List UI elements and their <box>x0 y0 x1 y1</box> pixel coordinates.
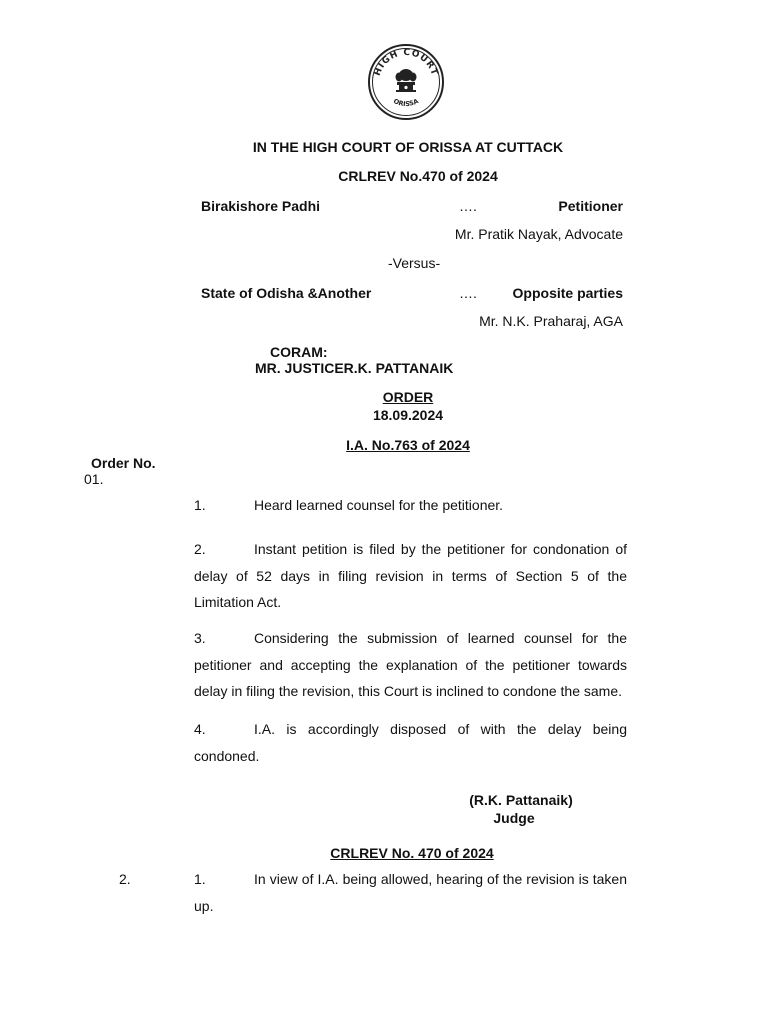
paragraph-number: 2. <box>194 541 206 557</box>
coram-judge: MR. JUSTICER.K. PATTANAIK <box>255 360 454 376</box>
opposite-party-counsel: Mr. N.K. Praharaj, AGA <box>479 313 623 329</box>
order-no-label: Order No. <box>91 455 156 471</box>
paragraph-number: 4. <box>194 721 206 737</box>
order-title: ORDER <box>382 389 434 405</box>
coram-label: CORAM: <box>270 344 328 360</box>
court-title: IN THE HIGH COURT OF ORISSA AT CUTTACK <box>252 139 564 155</box>
seal-top-text: HIGH COURT <box>372 47 440 78</box>
petitioner-dots: …. <box>459 198 477 214</box>
seal-bottom-text: ORISSA <box>392 97 420 109</box>
order-date: 18.09.2024 <box>372 407 444 423</box>
svg-text:ORISSA <box>392 97 420 108</box>
revision-paragraph-1 <box>194 866 627 919</box>
revision-heading: CRLREV No. 470 of 2024 <box>330 845 494 861</box>
petitioner-counsel: Mr. Pratik Nayak, Advocate <box>454 226 623 242</box>
opposite-party-role: Opposite parties <box>512 285 623 301</box>
paragraph-text: Considering the submission of learned counsel for the petitioner and accepting the explanation of the petitioner towards delay in filing the revision, this Court is inclined to condone the same. <box>194 630 627 699</box>
case-number: CRLREV No.470 of 2024 <box>338 168 498 184</box>
paragraph-3 <box>194 625 627 705</box>
paragraph-number: 1. <box>194 871 206 887</box>
signature-name: (R.K. Pattanaik) <box>469 792 573 808</box>
lion-capital-icon <box>396 69 417 92</box>
paragraph-2 <box>194 536 627 616</box>
paragraph-text: I.A. is accordingly disposed of with the delay being condoned. <box>194 721 627 764</box>
paragraph-text: Instant petition is filed by the petitioner for condonation of delay of 52 days in filing revision in terms of Section 5 of the Limitation Act. <box>194 541 627 610</box>
paragraph-text: Heard learned counsel for the petitioner. <box>254 497 504 513</box>
opposite-party-name: State of Odisha &Another <box>201 285 372 301</box>
paragraph-text: In view of I.A. being allowed, hearing of the revision is taken up. <box>194 871 627 914</box>
paragraph-4 <box>194 716 627 769</box>
versus-label: -Versus- <box>388 255 441 271</box>
high-court-seal <box>366 42 446 122</box>
ia-heading: I.A. No.763 of 2024 <box>346 437 470 453</box>
order-number-2: 2. <box>119 871 131 887</box>
opposite-party-dots: …. <box>459 285 477 301</box>
paragraph-number: 3. <box>194 630 206 646</box>
paragraph-number: 1. <box>194 497 206 513</box>
petitioner-name: Birakishore Padhi <box>201 198 321 214</box>
paragraph-1 <box>194 497 503 513</box>
petitioner-role: Petitioner <box>558 198 623 214</box>
order-number-1: 01. <box>84 471 104 487</box>
signature-title: Judge <box>493 810 535 826</box>
